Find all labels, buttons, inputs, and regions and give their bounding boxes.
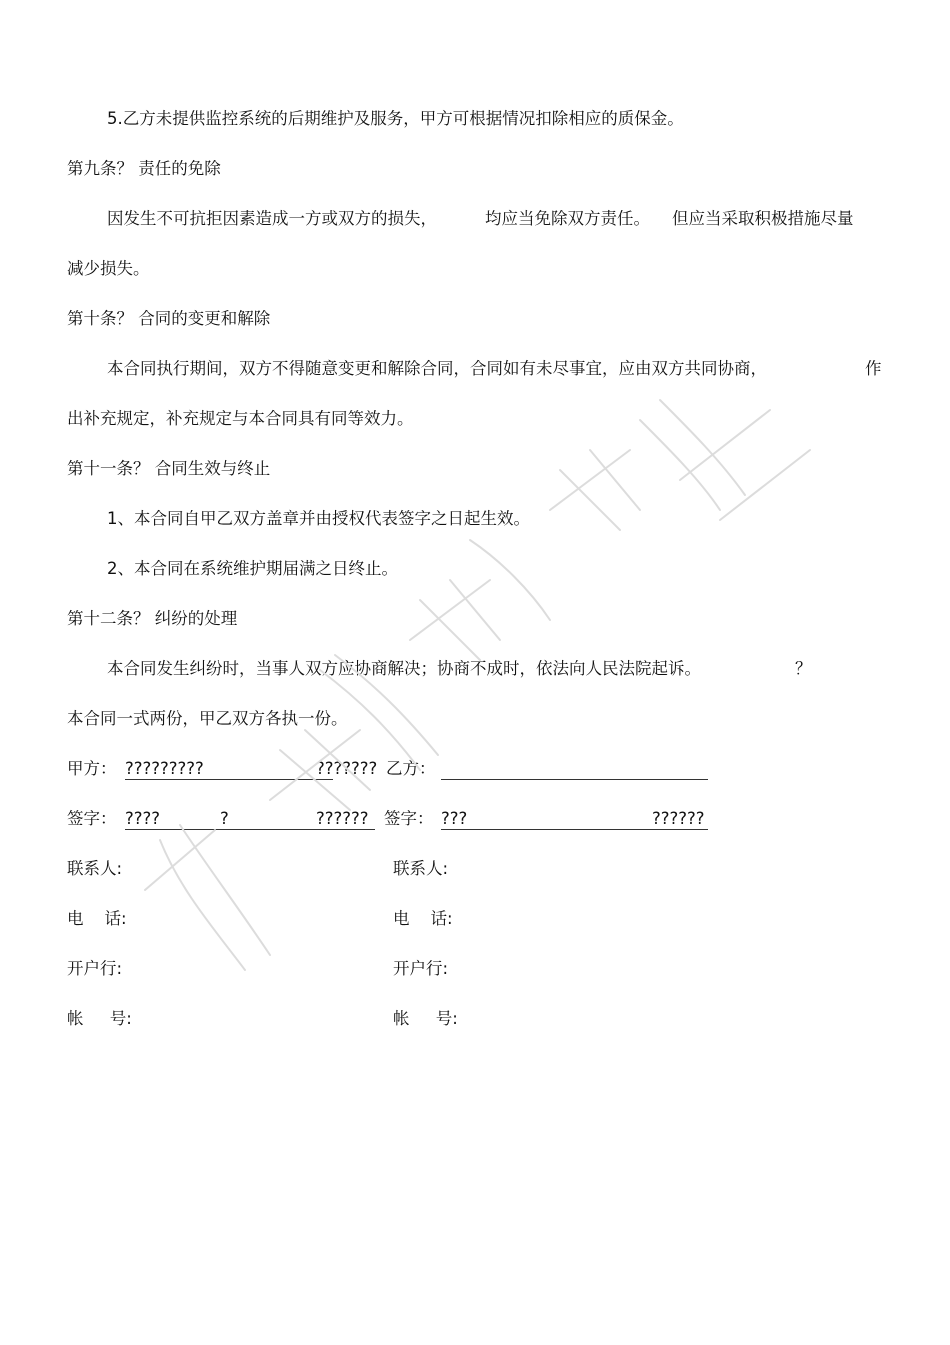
signature-b-value-1: ??? — [441, 809, 468, 828]
article-12-mark: ？ — [795, 659, 812, 678]
party-a-bank-label: 开户行: — [67, 959, 123, 978]
article-11-item-1: 1、本合同自甲乙双方盖章并由授权代表签字之日起生效。 — [107, 509, 530, 528]
party-a-phone-label: 电 话: — [67, 909, 127, 928]
party-b-bank-label: 开户行: — [393, 959, 449, 978]
party-b-account-label: 帐 号: — [393, 1009, 458, 1028]
article-10-text-cont: 出补充规定，补充规定与本合同具有同等效力。 — [67, 409, 414, 428]
article-11-item-2: 2、本合同在系统维护期届满之日终止。 — [107, 559, 398, 578]
article-11-heading: 第十一条？ 合同生效与终止 — [67, 459, 271, 478]
party-b-contact-label: 联系人: — [393, 859, 449, 878]
article-9-text-part2: 均应当免除双方责任。 — [485, 209, 650, 228]
copies-statement: 本合同一式两份，甲乙双方各执一份。 — [67, 709, 348, 728]
signature-b-label: 签字： — [384, 809, 434, 828]
article-10-heading: 第十条？ 合同的变更和解除 — [67, 309, 271, 328]
article-12-heading: 第十二条？ 纠纷的处理 — [67, 609, 238, 628]
signature-b-value-2: ?????? — [652, 809, 705, 828]
article-9-heading: 第九条？ 责任的免除 — [67, 159, 221, 178]
party-b-label: 乙方： — [386, 759, 436, 778]
article-9-text-part3: 但应当采取积极措施尽量 — [672, 209, 854, 228]
party-a-account-label: 帐 号: — [67, 1009, 132, 1028]
party-a-tail: ??????? — [316, 759, 378, 778]
watermark-stamp — [120, 370, 840, 990]
article-9-text-part1: 因发生不可抗拒因素造成一方或双方的损失， — [107, 209, 437, 228]
party-b-phone-label: 电 话: — [393, 909, 453, 928]
article-10-text-part2: 作 — [865, 359, 882, 378]
signature-a-label: 签字： — [67, 809, 117, 828]
article-12-text: 本合同发生纠纷时，当事人双方应协商解决；协商不成时，依法向人民法院起诉。 — [107, 659, 701, 678]
article-9-text-cont: 减少损失。 — [67, 259, 150, 278]
article-10-text-part1: 本合同执行期间，双方不得随意变更和解除合同，合同如有未尽事宜，应由双方共同协商， — [107, 359, 767, 378]
signature-a-value-3: ?????? — [316, 809, 369, 828]
signature-a-value-1: ???? — [125, 809, 161, 828]
clause-8-item-5: 5.乙方未提供监控系统的后期维护及服务，甲方可根据情况扣除相应的质保金。 — [107, 109, 684, 128]
party-a-value: ????????? — [125, 759, 204, 778]
party-a-label: 甲方： — [67, 759, 117, 778]
signature-a-value-2: ? — [220, 809, 229, 828]
party-a-contact-label: 联系人: — [67, 859, 123, 878]
